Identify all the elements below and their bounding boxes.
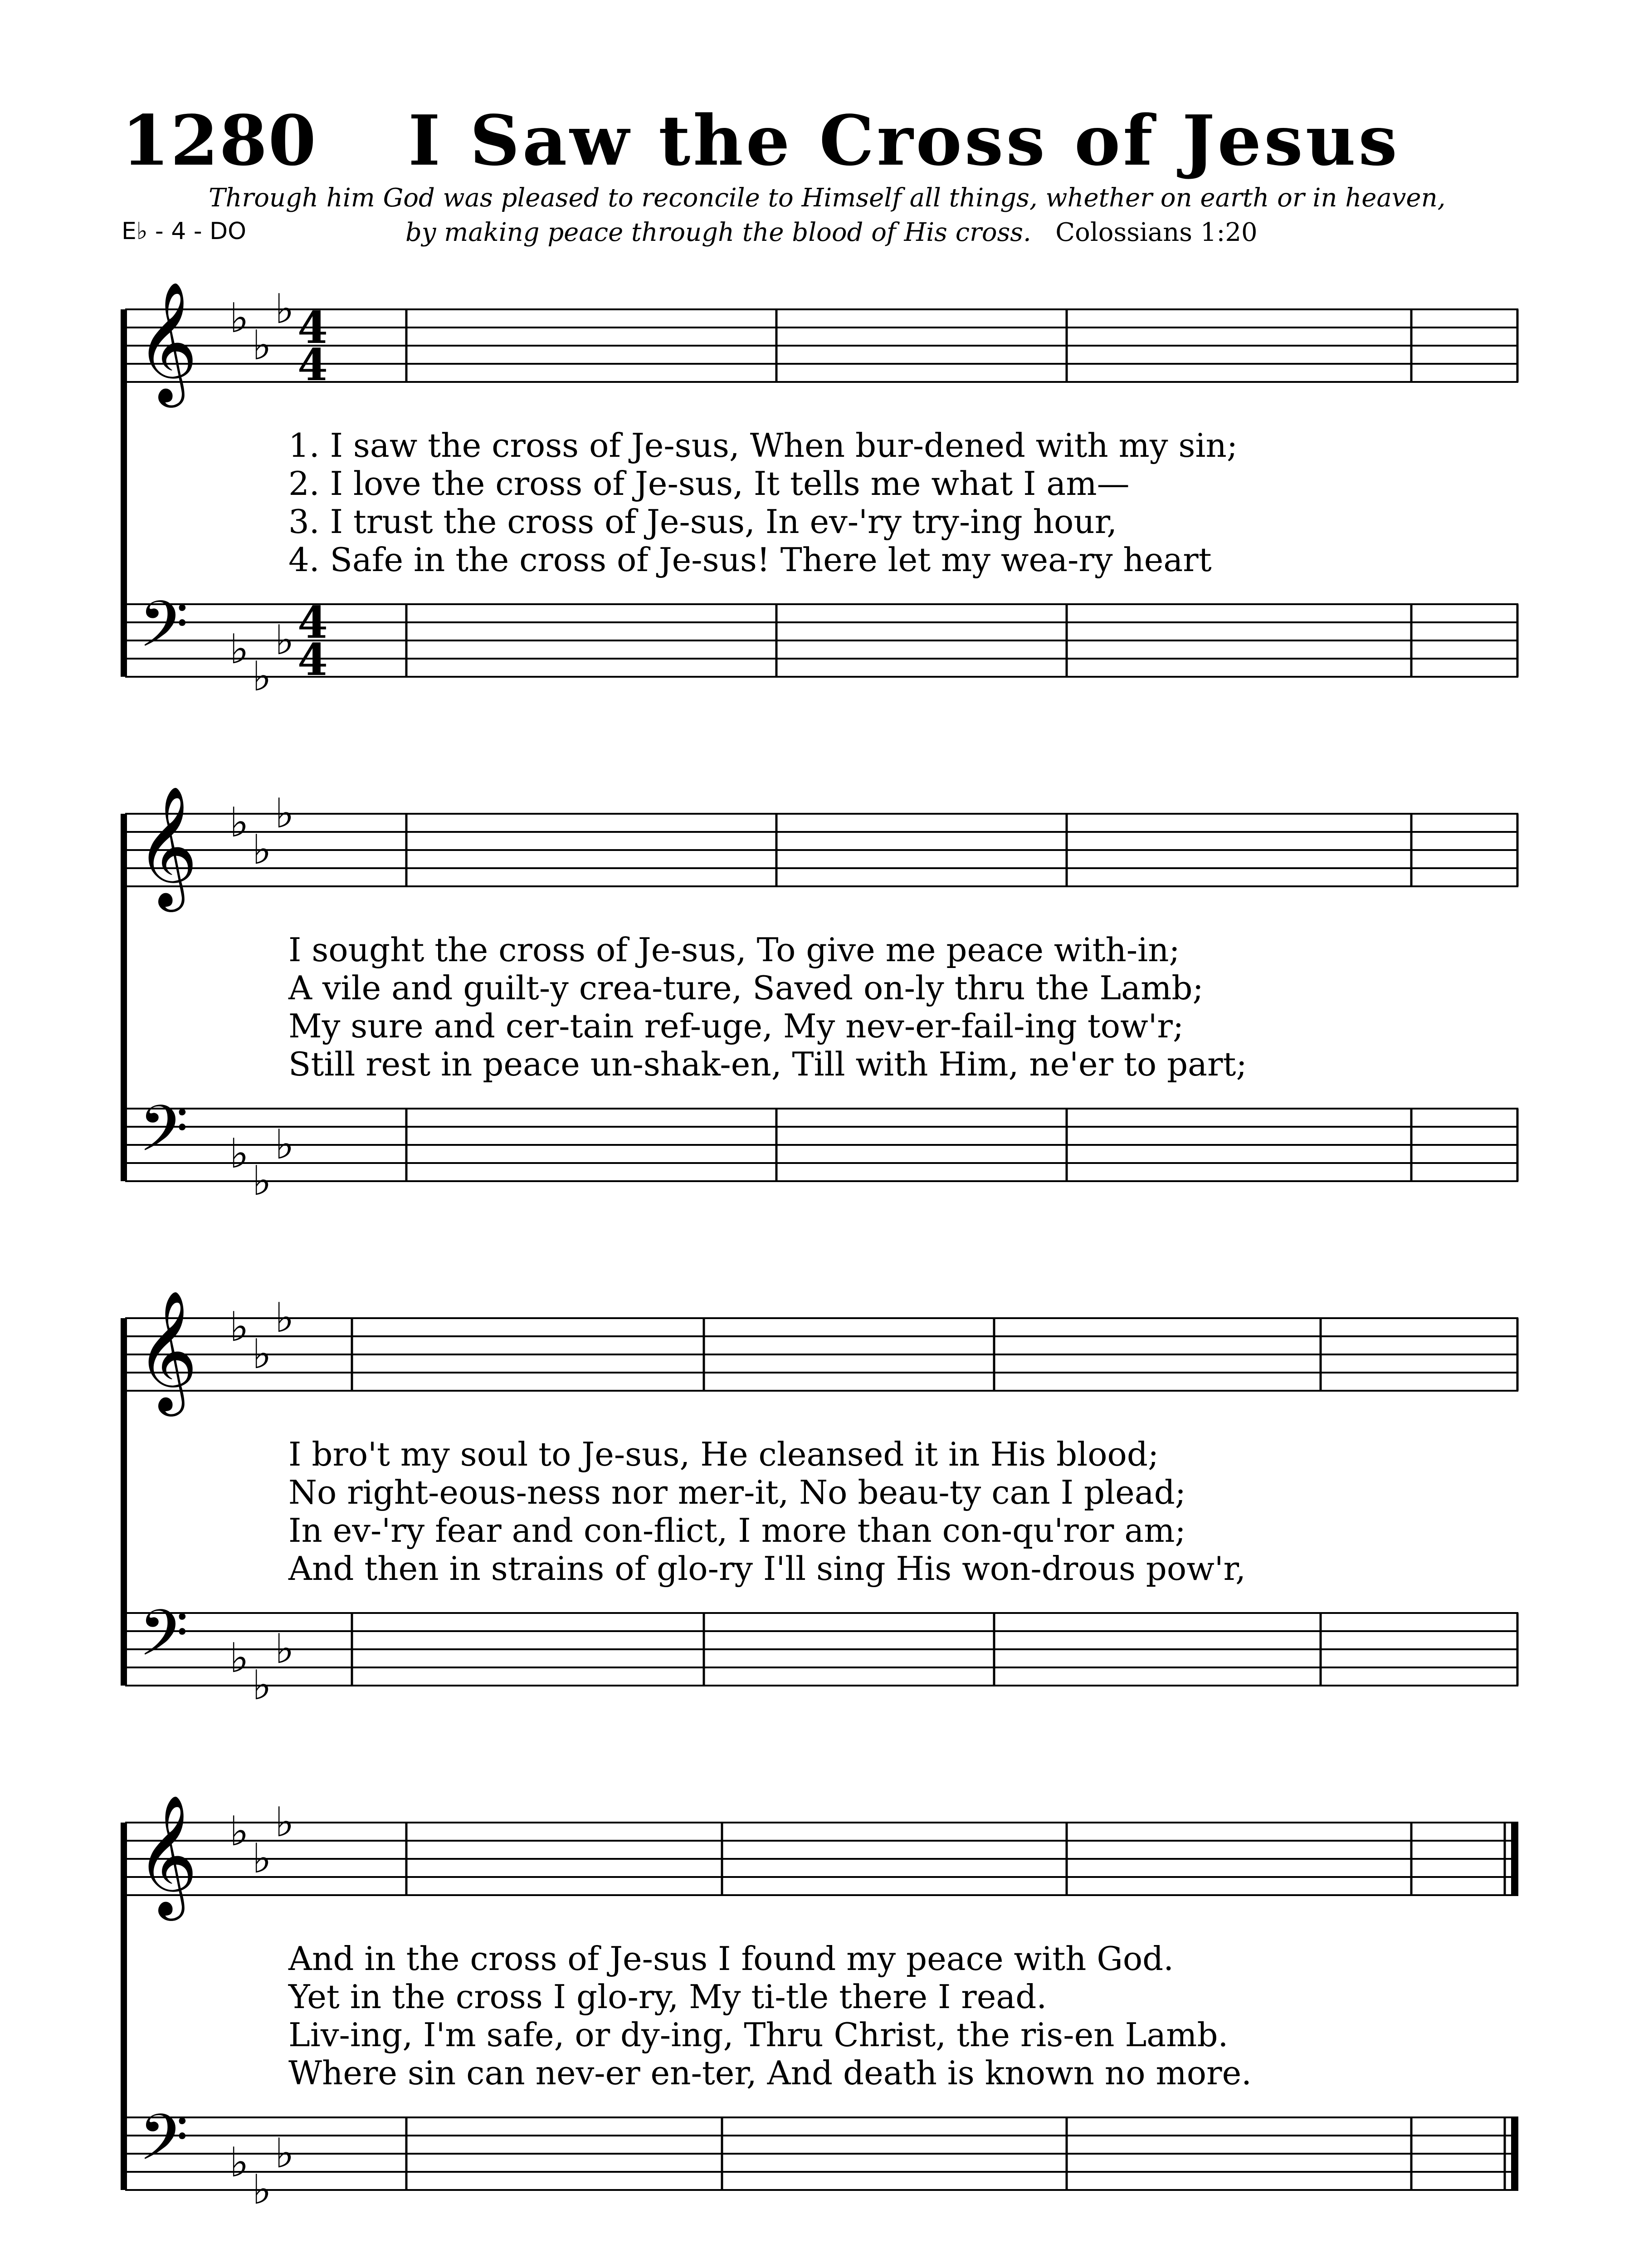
svg-text:♭: ♭	[229, 1808, 249, 1855]
hymn-title: I Saw the Cross of Jesus	[408, 100, 1400, 181]
svg-text:♭: ♭	[252, 2166, 272, 2214]
verse-line: And in the cross of Je-sus I found my peace with God.	[288, 1940, 1174, 1978]
epigraph-line-2	[405, 218, 1258, 247]
scripture-reference: Colossians 1:20	[1055, 218, 1258, 247]
svg-text:𝄞: 𝄞	[136, 1794, 198, 1916]
music-system-2	[116, 777, 1520, 1212]
svg-text:𝄞: 𝄞	[136, 1290, 198, 1411]
verse-line: Yet in the cross I glo-ry, My ti-tle there I read.	[288, 1978, 1047, 2016]
svg-text:𝄢: 𝄢	[139, 2101, 189, 2190]
verse-line: 2. I love the cross of Je-sus, It tells me what I am—	[288, 464, 1130, 503]
svg-text:♭: ♭	[252, 1662, 272, 1709]
svg-text:♭: ♭	[252, 1835, 272, 1882]
svg-text:𝄞: 𝄞	[136, 281, 198, 402]
svg-text:♭: ♭	[275, 616, 294, 664]
svg-text:𝄢: 𝄢	[139, 1596, 189, 1686]
hymn-number: 1280	[122, 100, 317, 181]
verse-line: Where sin can nev-er en-ter, And death is known no more.	[288, 2054, 1252, 2092]
svg-text:4: 4	[298, 634, 328, 685]
svg-text:𝄢: 𝄢	[139, 587, 189, 677]
svg-text:𝄢: 𝄢	[139, 1092, 189, 1182]
svg-text:♭: ♭	[229, 799, 249, 846]
verse-line: 4. Safe in the cross of Je-sus! There let my wea-ry heart	[288, 541, 1212, 579]
svg-text:♭: ♭	[275, 1799, 294, 1846]
verse-line: Still rest in peace un-shak-en, Till with Him, ne'er to part;	[288, 1045, 1247, 1083]
svg-text:4: 4	[298, 302, 328, 353]
key-signature-label: E♭ - 4 - DO	[122, 218, 247, 245]
verse-line: A vile and guilt-y crea-ture, Saved on-ly thru the Lamb;	[288, 969, 1204, 1007]
svg-text:♭: ♭	[229, 1303, 249, 1351]
svg-text:♭: ♭	[252, 1330, 272, 1378]
svg-text:♭: ♭	[229, 2139, 249, 2186]
svg-text:♭: ♭	[229, 626, 249, 673]
verse-line: I sought the cross of Je-sus, To give me peace with-in;	[288, 931, 1180, 969]
svg-text:♭: ♭	[252, 653, 272, 700]
svg-text:♭: ♭	[252, 1157, 272, 1205]
verse-line: 3. I trust the cross of Je-sus, In ev-'ry try-ing hour,	[288, 503, 1117, 541]
svg-text:♭: ♭	[229, 1634, 249, 1682]
epigraph-line-1: Through him God was pleased to reconcile to Himself all things, whether on earth or in heaven,	[209, 183, 1446, 213]
verse-line: In ev-'ry fear and con-flict, I more than con-qu'ror am;	[288, 1511, 1186, 1549]
svg-text:♭: ♭	[275, 285, 294, 333]
music-system-4	[116, 1785, 1520, 2221]
verse-line: My sure and cer-tain ref-uge, My nev-er-fail-ing tow'r;	[288, 1007, 1184, 1045]
svg-text:♭: ♭	[275, 1121, 294, 1168]
svg-text:♭: ♭	[275, 1625, 294, 1673]
verse-line: No right-eous-ness nor mer-it, No beau-ty can I plead;	[288, 1473, 1186, 1511]
svg-text:♭: ♭	[229, 294, 249, 342]
verse-line: 1. I saw the cross of Je-sus, When bur-dened with my sin;	[288, 426, 1238, 464]
music-system-3	[116, 1281, 1520, 1716]
music-system-1	[116, 272, 1520, 708]
svg-text:4: 4	[298, 339, 328, 391]
epigraph-text: by making peace through the blood of His cross.	[405, 218, 1031, 247]
svg-text:𝄞: 𝄞	[136, 786, 198, 907]
verse-line: Liv-ing, I'm safe, or dy-ing, Thru Christ, the ris-en Lamb.	[288, 2016, 1229, 2054]
svg-text:♭: ♭	[275, 2130, 294, 2177]
verse-line: I bro't my soul to Je-sus, He cleansed it in His blood;	[288, 1435, 1159, 1473]
svg-text:♭: ♭	[229, 1130, 249, 1178]
svg-text:4: 4	[298, 597, 328, 648]
svg-text:♭: ♭	[252, 322, 272, 369]
svg-text:♭: ♭	[252, 826, 272, 874]
svg-text:♭: ♭	[275, 790, 294, 837]
verse-line: And then in strains of glo-ry I'll sing His won-drous pow'r,	[288, 1549, 1246, 1588]
svg-text:♭: ♭	[275, 1294, 294, 1342]
